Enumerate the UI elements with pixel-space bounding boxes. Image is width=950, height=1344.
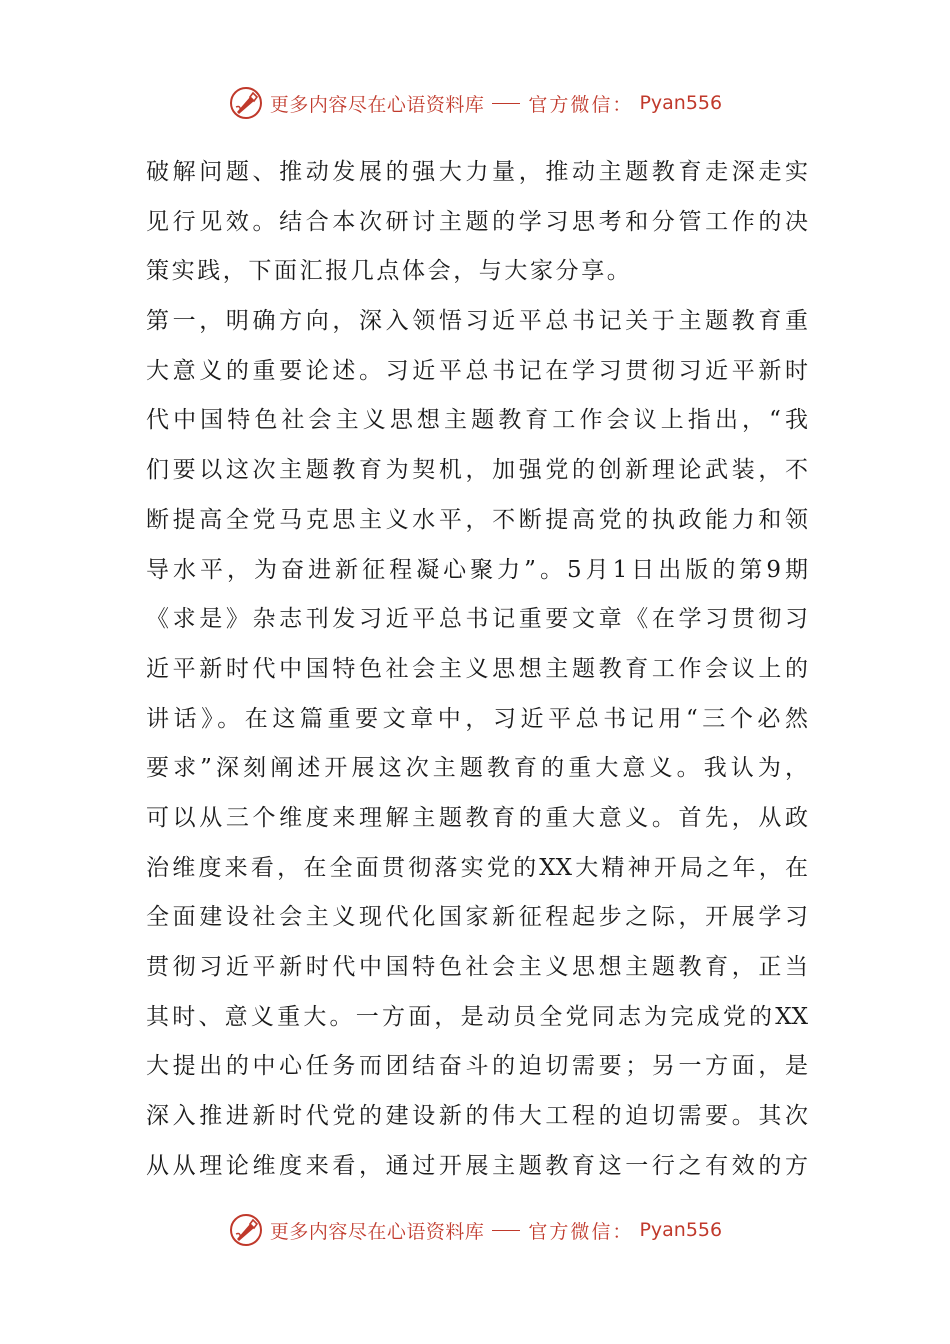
body-line: 策实践，下面汇报几点体会，与大家分享。 xyxy=(146,258,633,285)
body-line: 代中国特色社会主义思想主题教育工作会议上指出，“我 xyxy=(146,407,808,434)
body-line: 大意义的重要论述。习近平总书记在学习贯彻习近平新时 xyxy=(146,357,808,384)
document-body xyxy=(146,148,808,1191)
watermark-wechat-id: Pyan556 xyxy=(639,92,723,114)
body-line: 见行见效。结合本次研讨主题的学习思考和分管工作的决 xyxy=(146,208,808,235)
body-line: 导水平，为奋进新征程凝心聚力”。5月1日出版的第9期 xyxy=(146,556,808,583)
body-line: 其时、意义重大。一方面，是动员全党同志为完成党的XX xyxy=(146,1003,808,1030)
body-line: 深入推进新时代党的建设新的伟大工程的迫切需要。其次 xyxy=(146,1103,808,1130)
body-line: 要求”深刻阐述开展这次主题教育的重大意义。我认为， xyxy=(146,755,808,782)
watermark-wechat-id: Pyan556 xyxy=(639,1219,723,1241)
header-watermark-banner xyxy=(0,83,950,123)
body-line: 从从理论维度来看，通过开展主题教育这一行之有效的方 xyxy=(146,1152,808,1179)
watermark-site-text: 更多内容尽在心语资料库 xyxy=(269,93,485,116)
body-line: 破解问题、推动发展的强大力量，推动主题教育走深走实 xyxy=(146,159,808,185)
body-line: 近平新时代中国特色社会主义思想主题教育工作会议上的 xyxy=(146,655,808,682)
body-line: 断提高全党马克思主义水平，不断提高党的执政能力和领 xyxy=(146,506,808,533)
watermark-dash xyxy=(492,1230,520,1231)
body-line: 们要以这次主题教育为契机，加强党的创新理论武装，不 xyxy=(146,457,808,484)
body-line: 全面建设社会主义现代化国家新征程起步之际，开展学习 xyxy=(146,904,808,931)
body-line: 《求是》杂志刊发习近平总书记重要文章《在学习贯彻习 xyxy=(146,606,808,633)
watermark-site-text: 更多内容尽在心语资料库 xyxy=(269,1220,485,1243)
watermark-dash xyxy=(492,103,520,104)
body-line: 讲话》。在这篇重要文章中，习近平总书记用“三个必然 xyxy=(146,705,808,732)
footer-watermark-banner xyxy=(0,1210,950,1250)
body-line: 大提出的中心任务而团结奋斗的迫切需要；另一方面，是 xyxy=(146,1053,808,1080)
watermark-official-label: 官方微信： xyxy=(528,1220,634,1243)
pen-nib-logo-icon xyxy=(228,85,264,121)
body-line: 贯彻习近平新时代中国特色社会主义思想主题教育，正当 xyxy=(146,954,808,980)
watermark-official-label: 官方微信： xyxy=(528,93,634,116)
body-line: 第一，明确方向，深入领悟习近平总书记关于主题教育重 xyxy=(146,308,808,335)
body-line: 治维度来看，在全面贯彻落实党的XX大精神开局之年，在 xyxy=(146,854,808,881)
pen-nib-logo-icon xyxy=(228,1212,264,1248)
body-line: 可以从三个维度来理解主题教育的重大意义。首先，从政 xyxy=(146,804,808,831)
